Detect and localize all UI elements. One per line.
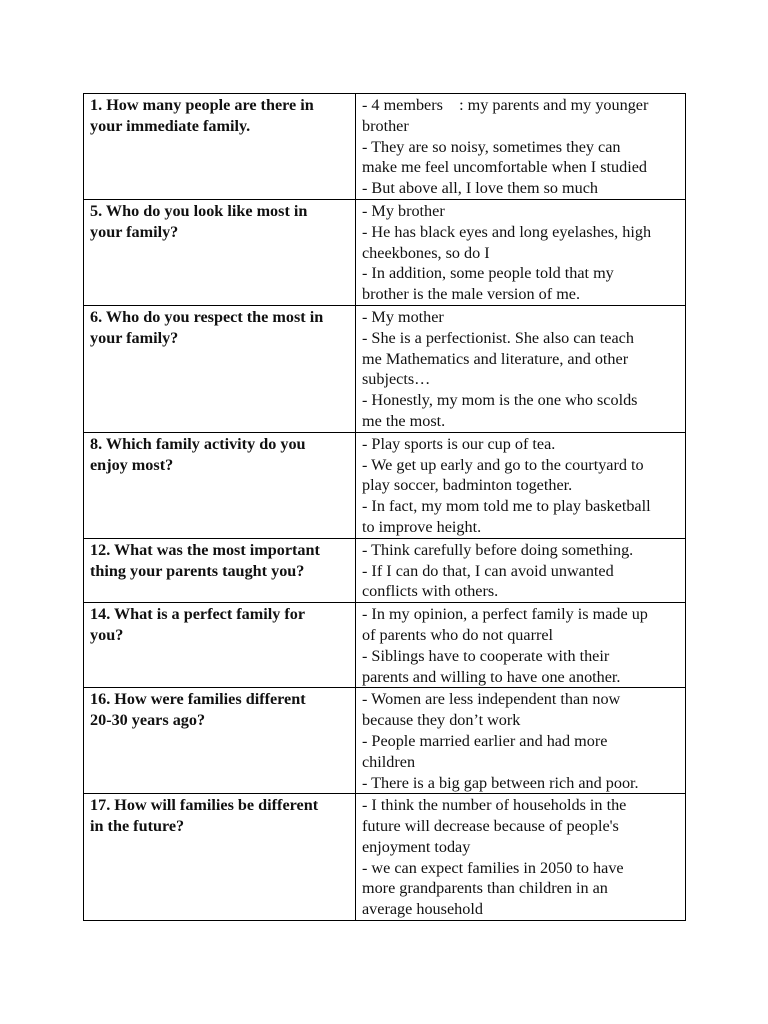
answer-line: future will decrease because of people's xyxy=(362,817,619,836)
answer-line: - She is a perfectionist. She also can teach xyxy=(362,328,634,347)
qa-table-body xyxy=(84,94,686,921)
answer-line: parents and willing to have one another. xyxy=(362,667,621,686)
answer-line: brother xyxy=(362,116,409,135)
table-row xyxy=(84,538,686,602)
answer-line: to improve height. xyxy=(362,517,482,536)
answer-line: make me feel uncomfortable when I studied xyxy=(362,158,647,177)
question-line: you? xyxy=(90,625,124,644)
answer-line: - In fact, my mom told me to play basketball xyxy=(362,497,651,516)
answer-line: conflicts with others. xyxy=(362,582,499,601)
answer-line: average household xyxy=(362,900,483,919)
question-line: 5. Who do you look like most in xyxy=(90,201,308,220)
table-row xyxy=(84,688,686,794)
table-row xyxy=(84,603,686,688)
answer-line: because they don’t work xyxy=(362,711,521,730)
answer-line: subjects… xyxy=(362,370,431,389)
question-line: 14. What is a perfect family for xyxy=(90,605,306,624)
answer-line: of parents who do not quarrel xyxy=(362,625,554,644)
answer-line: more grandparents than children in an xyxy=(362,879,608,898)
question-cell xyxy=(84,305,356,432)
question-line: 8. Which family activity do you xyxy=(90,434,306,453)
answer-line: - In my opinion, a perfect family is made up xyxy=(362,605,648,624)
question-line: in the future? xyxy=(90,817,185,836)
answer-cell xyxy=(356,538,686,602)
answer-line: - My brother xyxy=(362,201,445,220)
answer-cell xyxy=(356,432,686,538)
question-cell xyxy=(84,94,356,200)
answer-line: - 4 members : my parents and my younger xyxy=(362,96,649,114)
answer-line: cheekbones, so do I xyxy=(362,243,490,262)
answer-line: - But above all, I love them so much xyxy=(362,179,599,198)
answer-line: - I think the number of households in the xyxy=(362,796,627,815)
answer-line: brother is the male version of me. xyxy=(362,285,581,304)
answer-line: - There is a big gap between rich and poor. xyxy=(362,773,639,792)
answer-line: me the most. xyxy=(362,411,446,430)
table-row xyxy=(84,794,686,921)
answer-line: - Women are less independent than now xyxy=(362,690,621,709)
answer-line: - They are so noisy, sometimes they can xyxy=(362,137,621,156)
answer-line: - We get up early and go to the courtyard to xyxy=(362,455,644,474)
answer-line: - Siblings have to cooperate with their xyxy=(362,646,610,665)
question-line: 6. Who do you respect the most in xyxy=(90,307,324,326)
table-row xyxy=(84,305,686,432)
question-line: your family? xyxy=(90,222,179,241)
answer-line: children xyxy=(362,752,416,771)
question-cell xyxy=(84,432,356,538)
question-line: your family? xyxy=(90,328,179,347)
table-row xyxy=(84,432,686,538)
answer-line: - we can expect families in 2050 to have xyxy=(362,858,624,877)
answer-line: play soccer, badminton together. xyxy=(362,476,573,495)
question-cell xyxy=(84,794,356,921)
answer-line: - Think carefully before doing something. xyxy=(362,540,634,559)
question-line: 12. What was the most important xyxy=(90,540,320,559)
qa-table xyxy=(83,93,686,921)
answer-line: enjoyment today xyxy=(362,837,471,856)
answer-line: - Play sports is our cup of tea. xyxy=(362,434,556,453)
question-line: your immediate family. xyxy=(90,116,251,135)
answer-cell xyxy=(356,94,686,200)
table-row xyxy=(84,199,686,305)
question-line: 1. How many people are there in xyxy=(90,96,314,114)
answer-cell xyxy=(356,688,686,794)
answer-cell xyxy=(356,603,686,688)
question-cell xyxy=(84,199,356,305)
question-line: 17. How will families be different xyxy=(90,796,319,815)
answer-cell xyxy=(356,794,686,921)
answer-line: - He has black eyes and long eyelashes, high xyxy=(362,222,652,241)
question-line: thing your parents taught you? xyxy=(90,561,305,580)
question-cell xyxy=(84,538,356,602)
answer-line: - Honestly, my mom is the one who scolds xyxy=(362,391,638,410)
answer-cell xyxy=(356,199,686,305)
answer-line: - My mother xyxy=(362,307,444,326)
question-line: enjoy most? xyxy=(90,455,174,474)
question-line: 16. How were families different xyxy=(90,690,306,709)
answer-line: - If I can do that, I can avoid unwanted xyxy=(362,561,614,580)
table-row xyxy=(84,94,686,200)
answer-cell xyxy=(356,305,686,432)
answer-line: me Mathematics and literature, and other xyxy=(362,349,629,368)
question-cell xyxy=(84,603,356,688)
answer-line: - In addition, some people told that my xyxy=(362,264,614,283)
question-cell xyxy=(84,688,356,794)
question-line: 20-30 years ago? xyxy=(90,711,206,730)
answer-line: - People married earlier and had more xyxy=(362,731,608,750)
